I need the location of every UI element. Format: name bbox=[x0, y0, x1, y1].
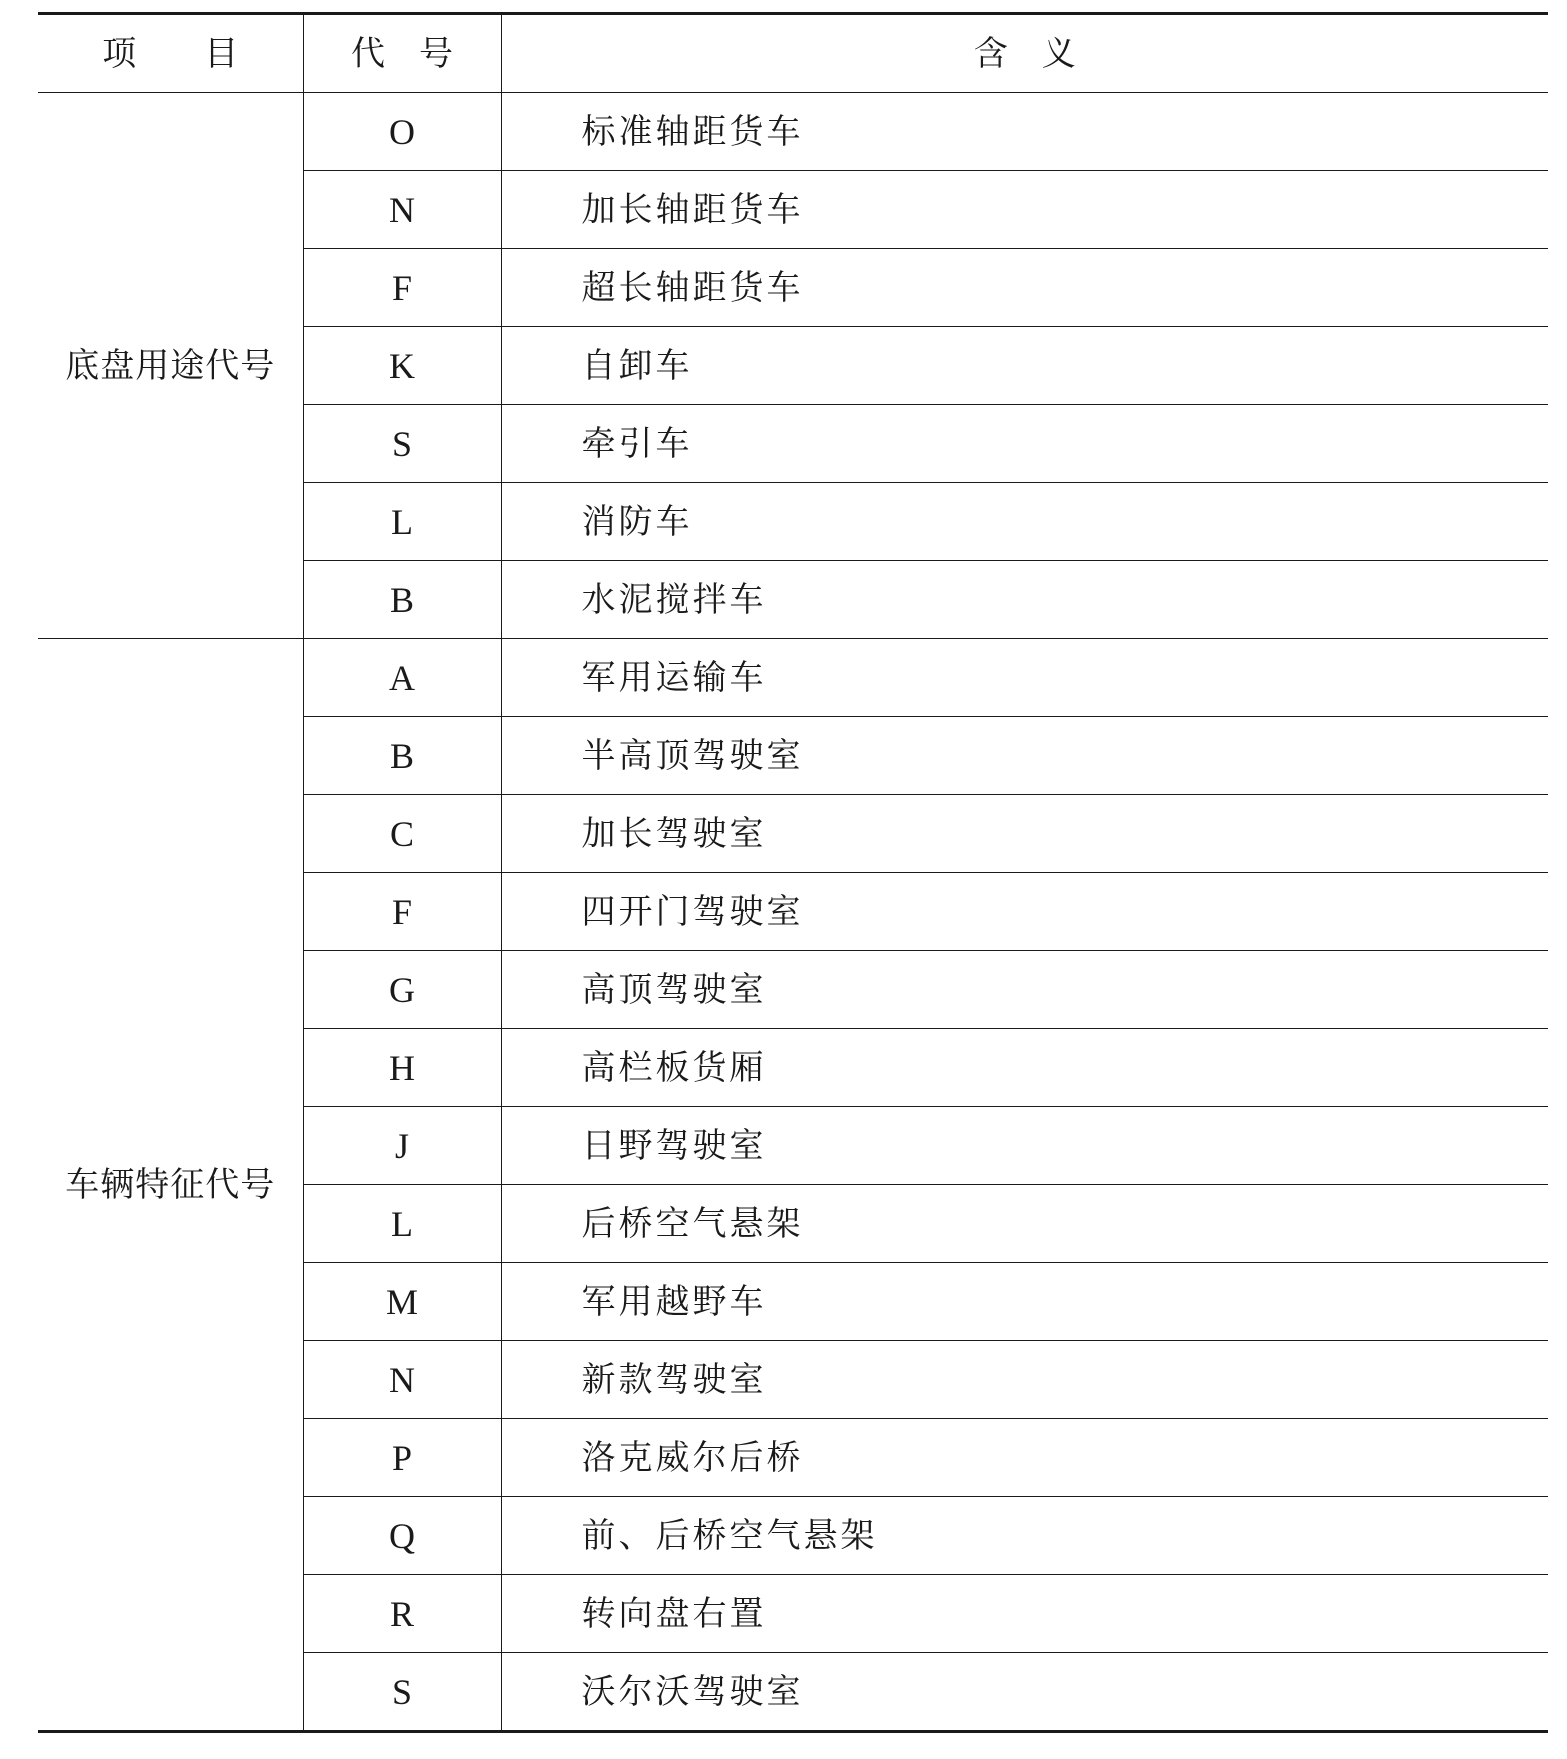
meaning-cell: 高顶驾驶室 bbox=[501, 951, 1548, 1029]
meaning-cell: 半高顶驾驶室 bbox=[501, 717, 1548, 795]
meaning-cell: 超长轴距货车 bbox=[501, 249, 1548, 327]
meaning-cell: 沃尔沃驾驶室 bbox=[581, 1671, 804, 1712]
meaning-cell: 加长轴距货车 bbox=[501, 171, 1548, 249]
meaning-cell: 四开门驾驶室 bbox=[501, 873, 1548, 951]
meaning-cell: 加长驾驶室 bbox=[501, 795, 1548, 873]
group-label: 车辆特征代号 bbox=[38, 639, 303, 1732]
code-cell: B bbox=[303, 561, 501, 639]
header-code: 代 号 bbox=[303, 14, 501, 93]
table-header bbox=[38, 14, 1548, 93]
header-item: 项 目 bbox=[38, 14, 303, 93]
code-cell: B bbox=[303, 717, 501, 795]
group-label: 底盘用途代号 bbox=[38, 93, 303, 639]
header-row bbox=[38, 14, 1548, 93]
table-row bbox=[38, 639, 1548, 717]
code-cell: M bbox=[303, 1263, 501, 1341]
meaning-cell: 后桥空气悬架 bbox=[501, 1185, 1548, 1263]
meaning-cell: 洛克威尔后桥 bbox=[501, 1419, 1548, 1497]
meaning-cell: 前、后桥空气悬架 bbox=[501, 1497, 1548, 1575]
code-cell: J bbox=[303, 1107, 501, 1185]
table-row bbox=[38, 93, 1548, 171]
code-cell: P bbox=[303, 1419, 501, 1497]
meaning-cell: 日野驾驶室 bbox=[501, 1107, 1548, 1185]
header-meaning: 含 义 bbox=[501, 14, 1548, 93]
code-cell: S bbox=[303, 1653, 501, 1732]
code-cell: O bbox=[303, 93, 501, 171]
code-cell: H bbox=[303, 1029, 501, 1107]
code-cell: F bbox=[303, 249, 501, 327]
meaning-cell: 水泥搅拌车 bbox=[501, 561, 1548, 639]
meaning-cell: 高栏板货厢 bbox=[501, 1029, 1548, 1107]
code-cell: N bbox=[303, 1341, 501, 1419]
code-cell: S bbox=[303, 405, 501, 483]
vehicle-code-table bbox=[38, 12, 1548, 1733]
code-cell: L bbox=[303, 1185, 501, 1263]
code-cell: K bbox=[303, 327, 501, 405]
code-cell: C bbox=[303, 795, 501, 873]
meaning-cell: 牵引车 bbox=[501, 405, 1548, 483]
code-cell: Q bbox=[303, 1497, 501, 1575]
table-body bbox=[38, 93, 1548, 1732]
code-cell: R bbox=[303, 1575, 501, 1653]
code-cell: L bbox=[303, 483, 501, 561]
meaning-cell: 军用越野车 bbox=[501, 1263, 1548, 1341]
meaning-cell: 自卸车 bbox=[501, 327, 1548, 405]
code-cell: F bbox=[303, 873, 501, 951]
meaning-cell: 标准轴距货车 bbox=[501, 93, 1548, 171]
code-cell: G bbox=[303, 951, 501, 1029]
code-cell: A bbox=[303, 639, 501, 717]
meaning-cell: 转向盘右置 bbox=[501, 1575, 1548, 1653]
meaning-cell: 新款驾驶室 bbox=[501, 1341, 1548, 1419]
meaning-cell: 消防车 bbox=[501, 483, 1548, 561]
code-cell: N bbox=[303, 171, 501, 249]
meaning-cell: 军用运输车 bbox=[501, 639, 1548, 717]
